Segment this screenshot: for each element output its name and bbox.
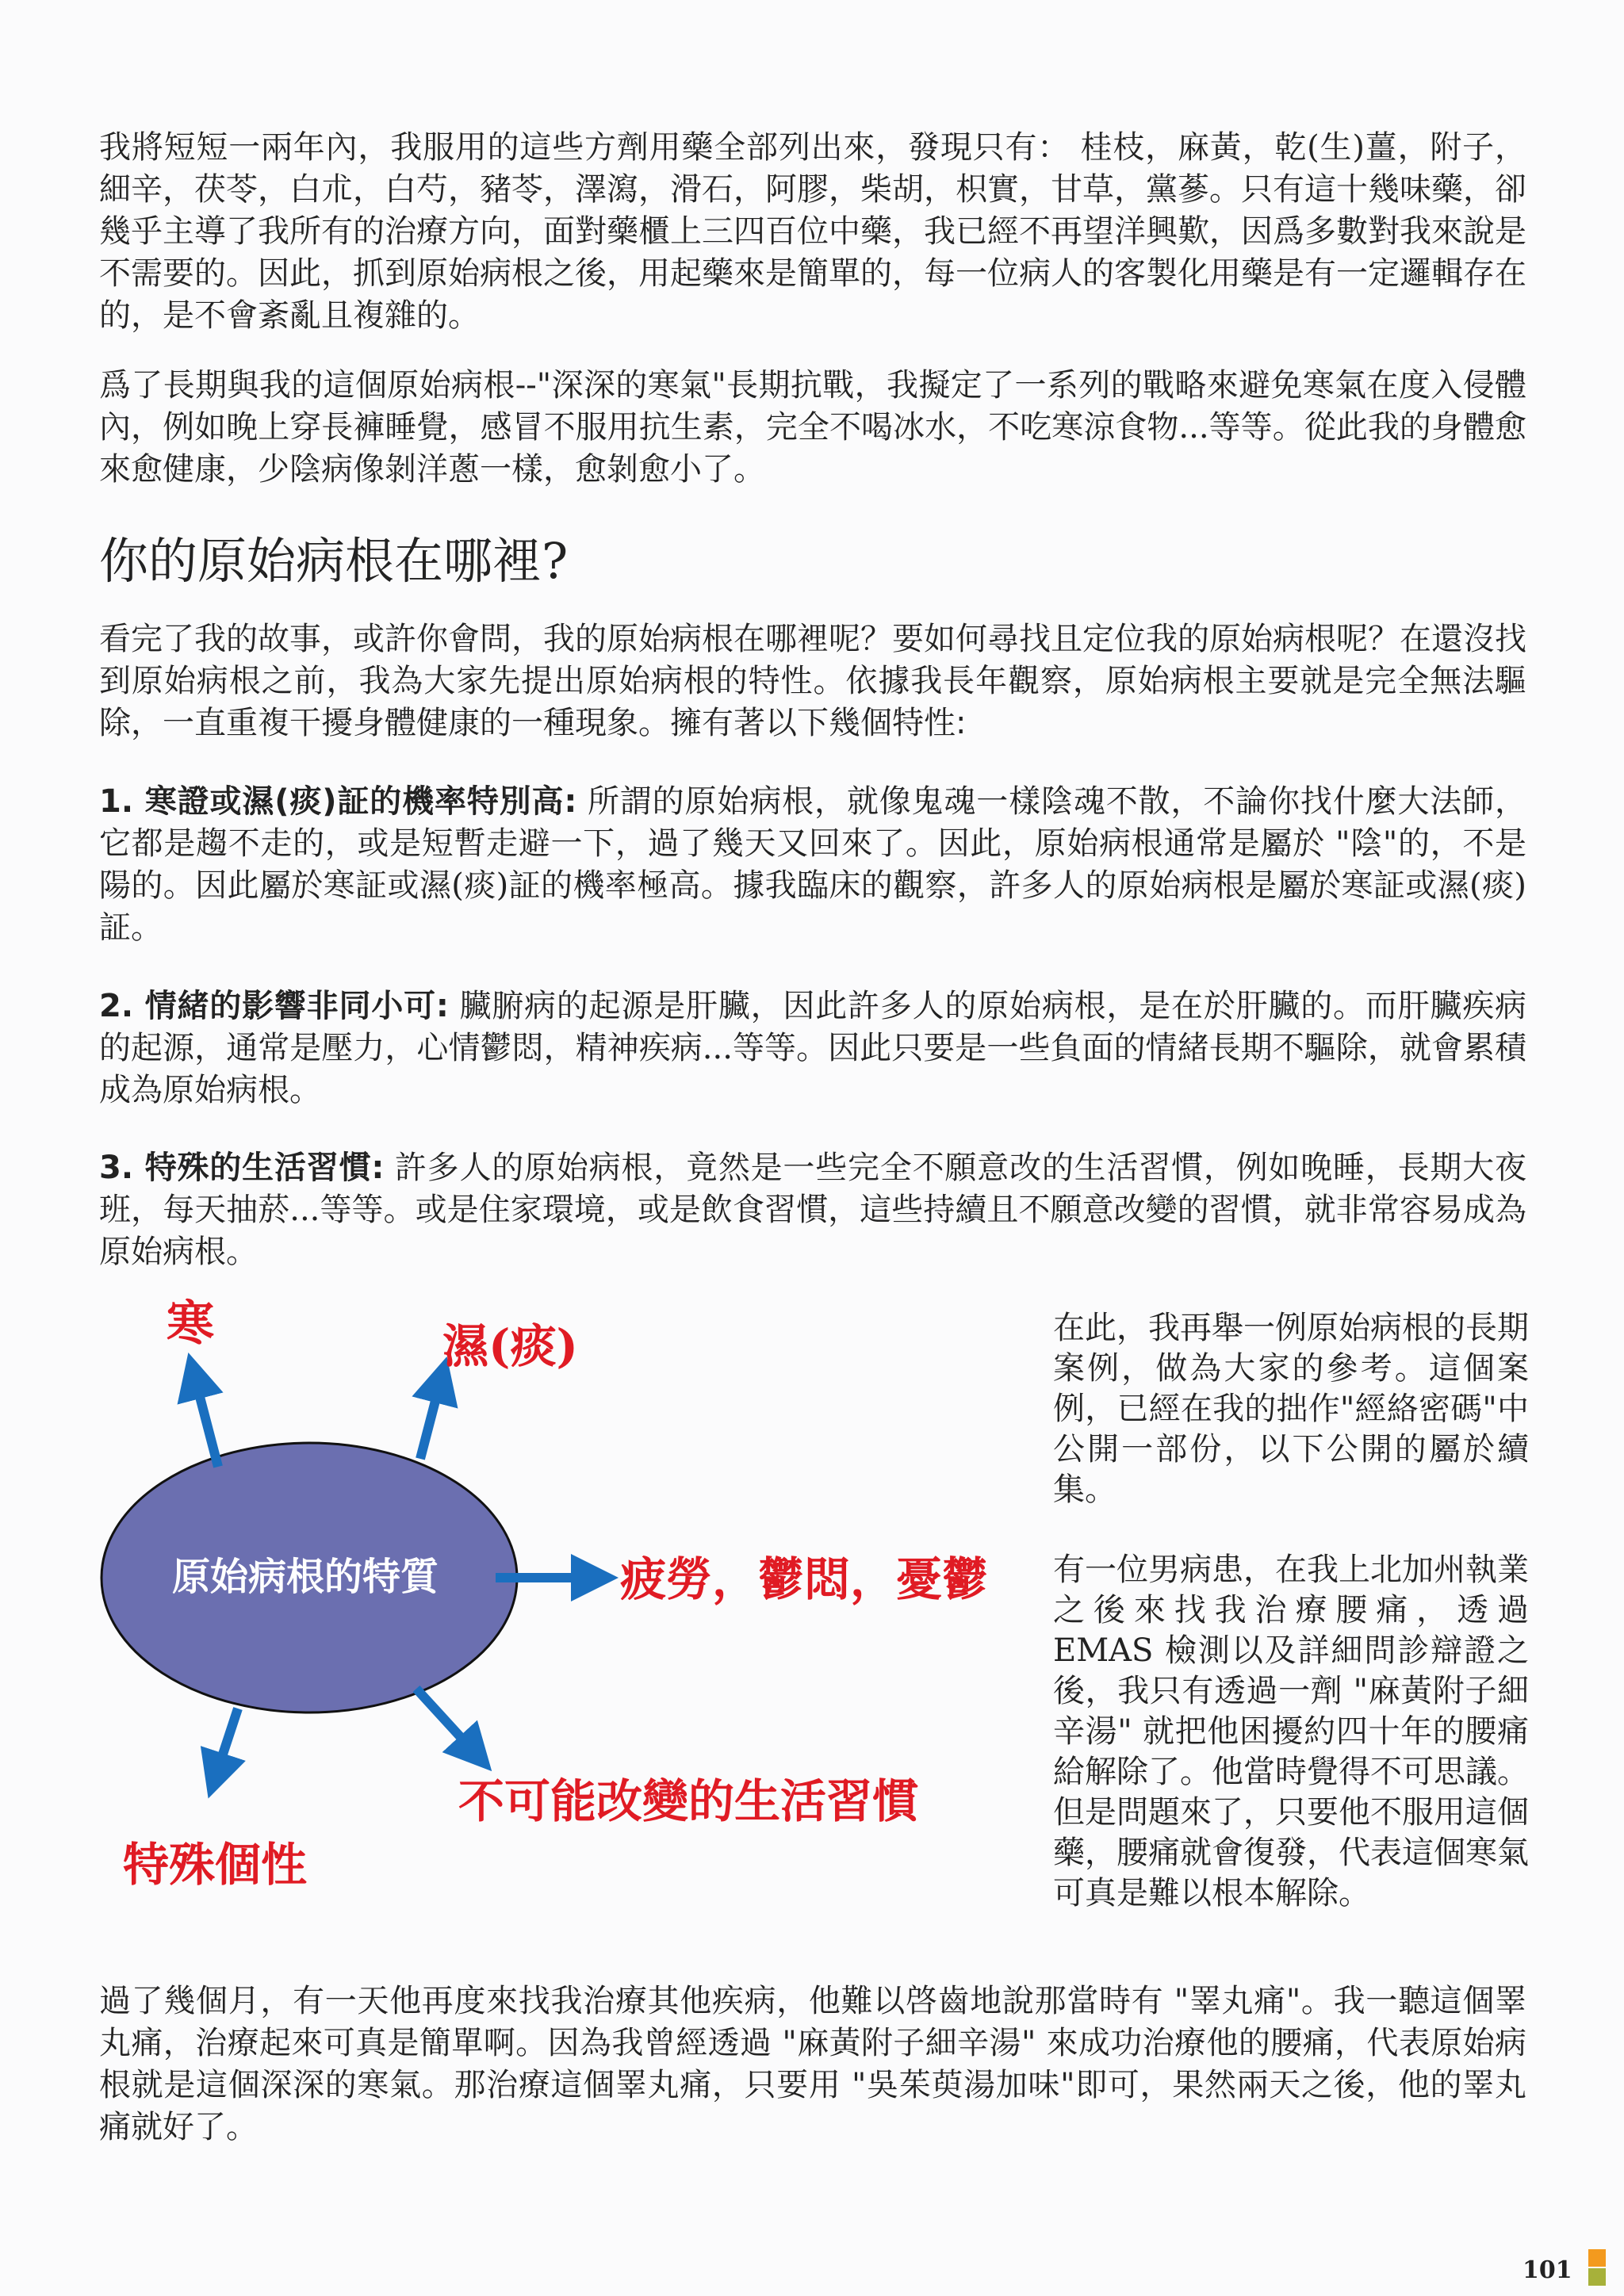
label-personality: 特殊個性: [123, 1838, 308, 1892]
label-habits: 不可能改變的生活習慣: [458, 1774, 919, 1828]
label-damp: 濕(痰): [442, 1319, 578, 1373]
label-cold: 寒: [167, 1296, 214, 1352]
point-3-title: 3. 特殊的生活習慣:: [99, 1150, 385, 1186]
arrow-to-habits: [416, 1689, 476, 1754]
point-2-title: 2. 情緒的影響非同小可:: [99, 988, 449, 1024]
side-paragraph-1: 在此，我再舉一例原始病根的長期案例，做為大家的參考。這個案例，已經在我的拙作"經絡密碼"中公開一部份，以下公開的屬於續集。: [1053, 1310, 1529, 1508]
arrow-to-damp: [420, 1380, 441, 1459]
section-lead: 看完了我的故事，或許你會問，我的原始病根在哪裡呢？要如何尋找且定位我的原始病根呢？在還沒找到原始病根之前，我為大家先提出原始病根的特性。依據我長年觀察，原始病根主要就是完全無法驅除，一直重複干擾身體健康的一種現象。擁有著以下幾個特性:: [99, 621, 1526, 741]
closing-paragraph: 過了幾個月，有一天他再度來找我治療其他疾病，他難以啓齒地說那當時有 "睪丸痛"。我一聽這個睪丸痛，治療起來可真是簡單啊。因為我曾經透過 "麻黃附子細辛湯" 來成功治療他的腰痛，代表原始病根就是這個深深的寒氣。那治療這個睪丸痛，只要用 "吳茱萸湯加味"即可，果然兩天之後，他的睪丸痛就好了。: [99, 1983, 1526, 2145]
section-heading: 你的原始病根在哪裡?: [99, 532, 569, 590]
center-label: 原始病根的特質: [171, 1555, 439, 1599]
arrow-to-cold: [194, 1376, 218, 1467]
point-3-body: 許多人的原始病根，竟然是一些完全不願意改的生活習慣，例如晚睡，長期大夜班，每天抽菸...等等。或是住家環境，或是飲食習慣，這些持續且不願意改變的習慣，就非常容易成為原始病根。: [99, 1150, 1526, 1270]
intro-paragraph-2: 爲了長期與我的這個原始病根--"深深的寒氣"長期抗戰，我擬定了一系列的戰略來避免寒氣在度入侵體內，例如晚上穿長褲睡覺，感冒不服用抗生素，完全不喝冰水，不吃寒涼食物...等等。從此我的身體愈來愈健康，少陰病像剝洋蔥一樣，愈剝愈小了。: [99, 367, 1526, 488]
point-3: [99, 1147, 1526, 1273]
point-1-body: 所謂的原始病根，就像鬼魂一樣陰魂不散，不論你找什麼大法師，它都是趨不走的，或是短暫走避一下，過了幾天又回來了。因此，原始病根通常是屬於 "陰"的，不是陽的。因此屬於寒証或濕(痰)証的機率極高。據我臨床的觀察，許多人的原始病根是屬於寒証或濕(痰)証。: [99, 783, 1526, 946]
point-1: [99, 781, 1526, 949]
side-paragraph-2: 有一位男病患，在我上北加州執業之後來找我治療腰痛，透過EMAS 檢測以及詳細問診辯證之後，我只有透過一劑 "麻黃附子細辛湯" 就把他困擾約四十年的腰痛給解除了。他當時覺得不可思議。但是問題來了，只要他不服用這個藥，腰痛就會復發，代表這個寒氣可真是難以根本解除。: [1053, 1552, 1529, 1911]
corner-square-orange: [1588, 2249, 1606, 2267]
page-number: 101: [1522, 2256, 1572, 2284]
point-2: [99, 985, 1526, 1112]
traits-diagram: [0, 1269, 1047, 1927]
point-1-title: 1. 寒證或濕(痰)証的機率特別高:: [99, 783, 577, 820]
point-2-body: 臟腑病的起源是肝臟，因此許多人的原始病根，是在於肝臟的。而肝臟疾病的起源，通常是壓力，心情鬱悶，精神疾病...等等。因此只要是一些負面的情緒長期不驅除，就會累積成為原始病根。: [99, 988, 1526, 1108]
intro-paragraph-1: 我將短短一兩年內，我服用的這些方劑用藥全部列出來，發現只有： 桂枝，麻黃，乾(生)薑，附子，細辛，茯苓，白朮，白芍，豬苓，澤瀉，滑石，阿膠，柴胡，枳實，甘草，黨蔘。只有這十幾味藥，卻幾乎主導了我所有的治療方向，面對藥櫃上三四百位中藥，我已經不再望洋興歎，因爲多數對我來說是不需要的。因此，抓到原始病根之後，用起藥來是簡單的，每一位病人的客製化用藥是有一定邏輯存在的，是不會紊亂且複雜的。: [99, 129, 1526, 334]
corner-square-olive: [1588, 2268, 1606, 2286]
arrow-to-personality: [216, 1709, 238, 1776]
label-fatigue: 疲勞，鬱悶，憂鬱: [620, 1552, 989, 1606]
